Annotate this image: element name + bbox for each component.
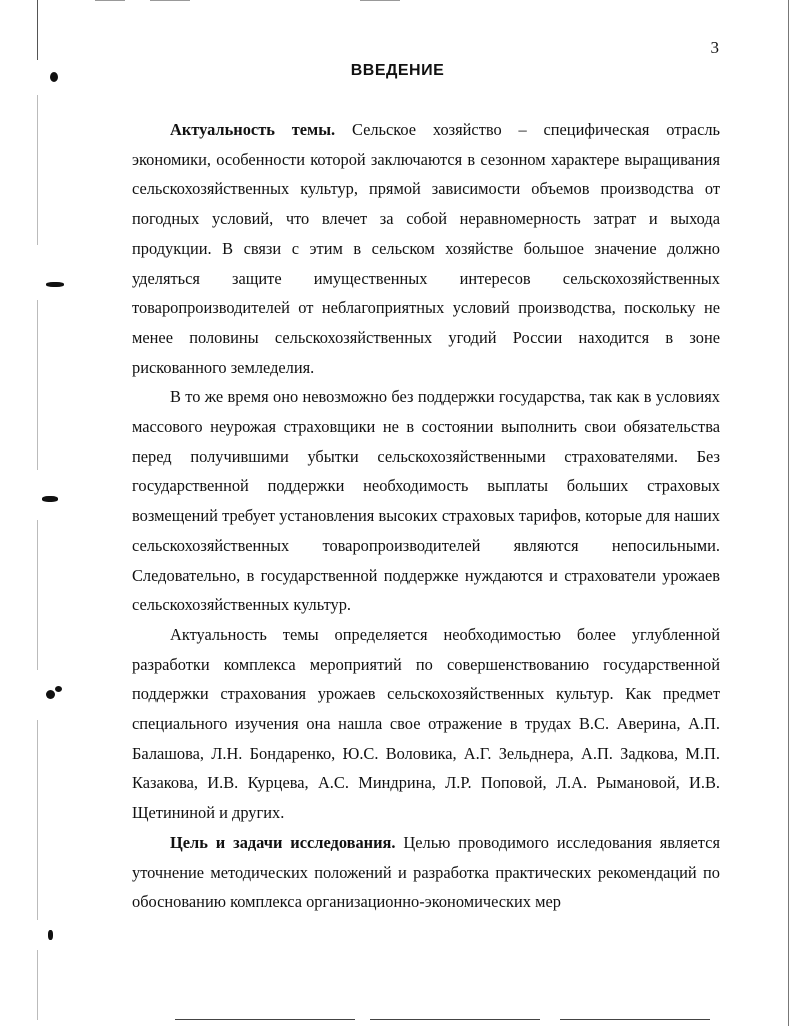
scan-bottom-dash [175, 1019, 355, 1020]
paragraph-goals [132, 828, 720, 917]
scan-top-dash [95, 0, 125, 1]
paragraph-lead: Актуальность темы. [170, 120, 336, 139]
scan-top-dash [360, 0, 400, 1]
hole-punch-mark [46, 690, 55, 699]
body-text [132, 115, 720, 917]
scan-bottom-dash [560, 1019, 710, 1020]
paragraph-text: В то же время оно невозможно без поддержки государства, так как в условиях массового неурожая страховщики не в состоянии выполнить свои обязательства перед получившими убытки сельскохозяйственными страхователями. Без государственной поддержки необходимость выплаты больших страховых возмещений требует установления высоких страховых тарифов, которые для наших сельскохозяйственных товаропроизводителей являются непосильными. Следовательно, в государственной поддержке нуждаются и страхователи урожаев сельскохозяйственных культур. [132, 387, 720, 615]
scan-margin-line [37, 520, 38, 670]
hole-punch-mark [48, 930, 53, 940]
scan-top-dash [150, 0, 190, 1]
section-heading: ВВЕДЕНИЕ [350, 62, 445, 79]
paragraph-state-support [132, 382, 720, 620]
hole-punch-mark [42, 496, 58, 502]
scan-margin-line [37, 950, 38, 1020]
paragraph-relevance [132, 115, 720, 382]
scan-margin-line [37, 95, 38, 245]
scan-margin-line [37, 0, 38, 60]
hole-punch-mark [55, 686, 62, 692]
paragraph-lead: Цель и задачи исследования. [170, 832, 396, 852]
paragraph-text: Целью проводимого исследования является уточнение методических положений и разработка практических рекомендаций по обоснованию комплекса организационно-экономических мер [132, 832, 720, 912]
scan-margin-line [37, 300, 38, 470]
hole-punch-mark [46, 282, 64, 287]
paragraph-text: Сельское хозяйство – специфическая отрасль экономики, особенности которой заключаются в сезонном характере выращивания сельскохозяйственных культур, прямой зависимости объемов производства от погодных условий, что влечет за собой неравномерность затрат и выхода продукции. В связи с этим в сельском хозяйстве большое значение должно уделяться защите имущественных интересов сельскохозяйственных товаропроизводителей от неблагоприятных условий производства, поскольку не менее половины сельскохозяйственных угодий России находится в зоне рискованного земледелия. [132, 120, 721, 377]
scan-edge-line [788, 0, 789, 1026]
paragraph-text: Актуальность темы определяется необходимостью более углубленной разработки комплекса мероприятий по совершенствованию государственной поддержки страхования урожаев сельскохозяйственных культур. Как предмет специального изучения она нашла свое отражение в трудах В.С. Аверина, А.П. Балашова, Л.Н. Бондаренко, Ю.С. Воловика, А.Г. Зельднера, А.П. Задкова, М.П. Казакова, И.В. Курцева, А.С. Миндрина, Л.Р. Поповой, Л.А. Рымановой, И.В. Щетининой и других. [132, 624, 720, 823]
scan-bottom-dash [370, 1019, 540, 1020]
paragraph-research-review [132, 620, 720, 828]
scan-margin-line [37, 720, 38, 920]
page-number: 3 [710, 38, 719, 57]
